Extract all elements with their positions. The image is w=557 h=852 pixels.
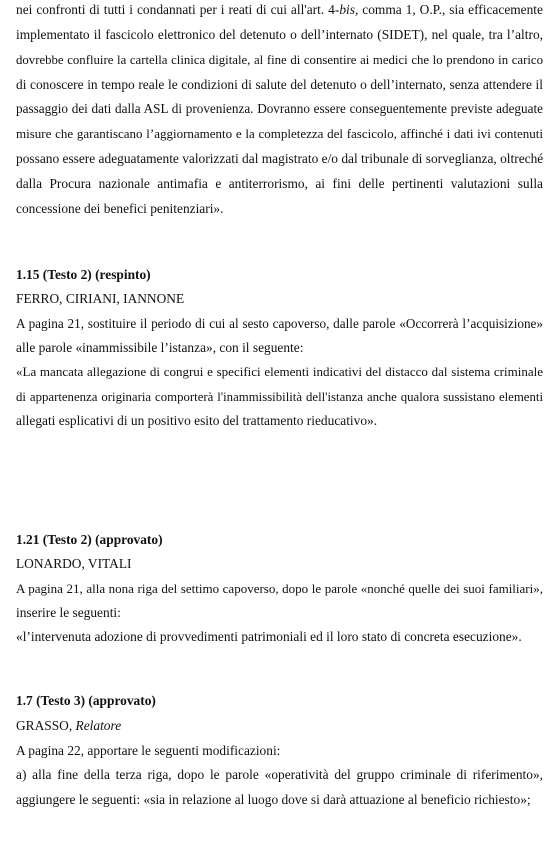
opening-line-5: passaggio dei dati dalla ASL di provenienza. Dovranno essere conseguentemente previste adeguate bbox=[16, 101, 543, 116]
opening-line-8: dalla Procura nazionale antimafia e antiterrorismo, ai fini delle pertinenti valutazioni sulla bbox=[16, 176, 543, 191]
opening-line-1: nei confronti di tutti i condannati per i reati di cui all'art. 4-bis, comma 1, O.P., sia efficacemente bbox=[16, 2, 543, 17]
amendment-line: allegati esplicativi di un positivo esito del trattamento rieducativo». bbox=[16, 413, 378, 428]
opening-line-3: dovrebbe confluire la cartella clinica digitale, al fine di consentire ai medici che lo prendono in carico bbox=[16, 53, 543, 67]
amendment-signatories: GRASSO, Relatore bbox=[16, 718, 122, 733]
amendment-line: A pagina 21, alla nona riga del settimo capoverso, dopo le parole «nonché quelle dei suoi familiari», bbox=[16, 581, 543, 596]
amendment-line: «l’intervenuta adozione di provvedimenti patrimoniali ed il loro stato di concreta esecuzione». bbox=[16, 629, 522, 644]
amendment-line: inserire le seguenti: bbox=[16, 605, 121, 620]
amendment-heading: 1.15 (Testo 2) (respinto) bbox=[16, 267, 151, 282]
opening-line-2: implementato il fascicolo elettronico del detenuto o dell’internato (SIDET), nel quale, tra l’altro, bbox=[16, 27, 543, 42]
amendment-line: A pagina 22, apportare le seguenti modificazioni: bbox=[16, 743, 281, 758]
amendment-line: A pagina 21, sostituire il periodo di cui al sesto capoverso, dalle parole «Occorrerà l’acquisizione» bbox=[16, 316, 543, 331]
opening-line-4: di conoscere in tempo reale le condizioni di salute del detenuto o dell’internato, senza attendere il bbox=[16, 77, 543, 92]
amendment-line: «La mancata allegazione di congrui e specifici elementi indicativi del distacco dal sistema criminale bbox=[16, 364, 543, 379]
amendment-line: alle parole «inammissibile l’istanza», con il seguente: bbox=[16, 340, 304, 355]
opening-line-6: misure che garantiscano l’aggiornamento e la completezza del fascicolo, affinché i dati ivi contenuti bbox=[16, 126, 543, 141]
amendment-line: aggiungere le seguenti: «sia in relazione al luogo dove si darà attuazione al beneficio richiesto»; bbox=[16, 792, 531, 807]
amendment-signatories: FERRO, CIRIANI, IANNONE bbox=[16, 291, 185, 306]
opening-line-9: concessione dei benefici penitenziari». bbox=[16, 201, 224, 216]
amendment-line: di appartenenza originaria comporterà l'inammissibilità dell'istanza anche qualora sussistano elementi bbox=[16, 390, 543, 404]
amendment-heading: 1.21 (Testo 2) (approvato) bbox=[16, 532, 163, 547]
signatory-role: Relatore bbox=[75, 718, 122, 733]
amendment-heading: 1.7 (Testo 3) (approvato) bbox=[16, 693, 156, 708]
amendment-signatories: LONARDO, VITALI bbox=[16, 556, 132, 571]
amendment-line: a) alla fine della terza riga, dopo le parole «operatività del gruppo criminale di riferimento», bbox=[16, 767, 543, 782]
opening-line-7: possano essere adeguatamente valorizzati dal magistrato e/o dal tribunale di sorveglianza, oltreché bbox=[16, 151, 544, 166]
